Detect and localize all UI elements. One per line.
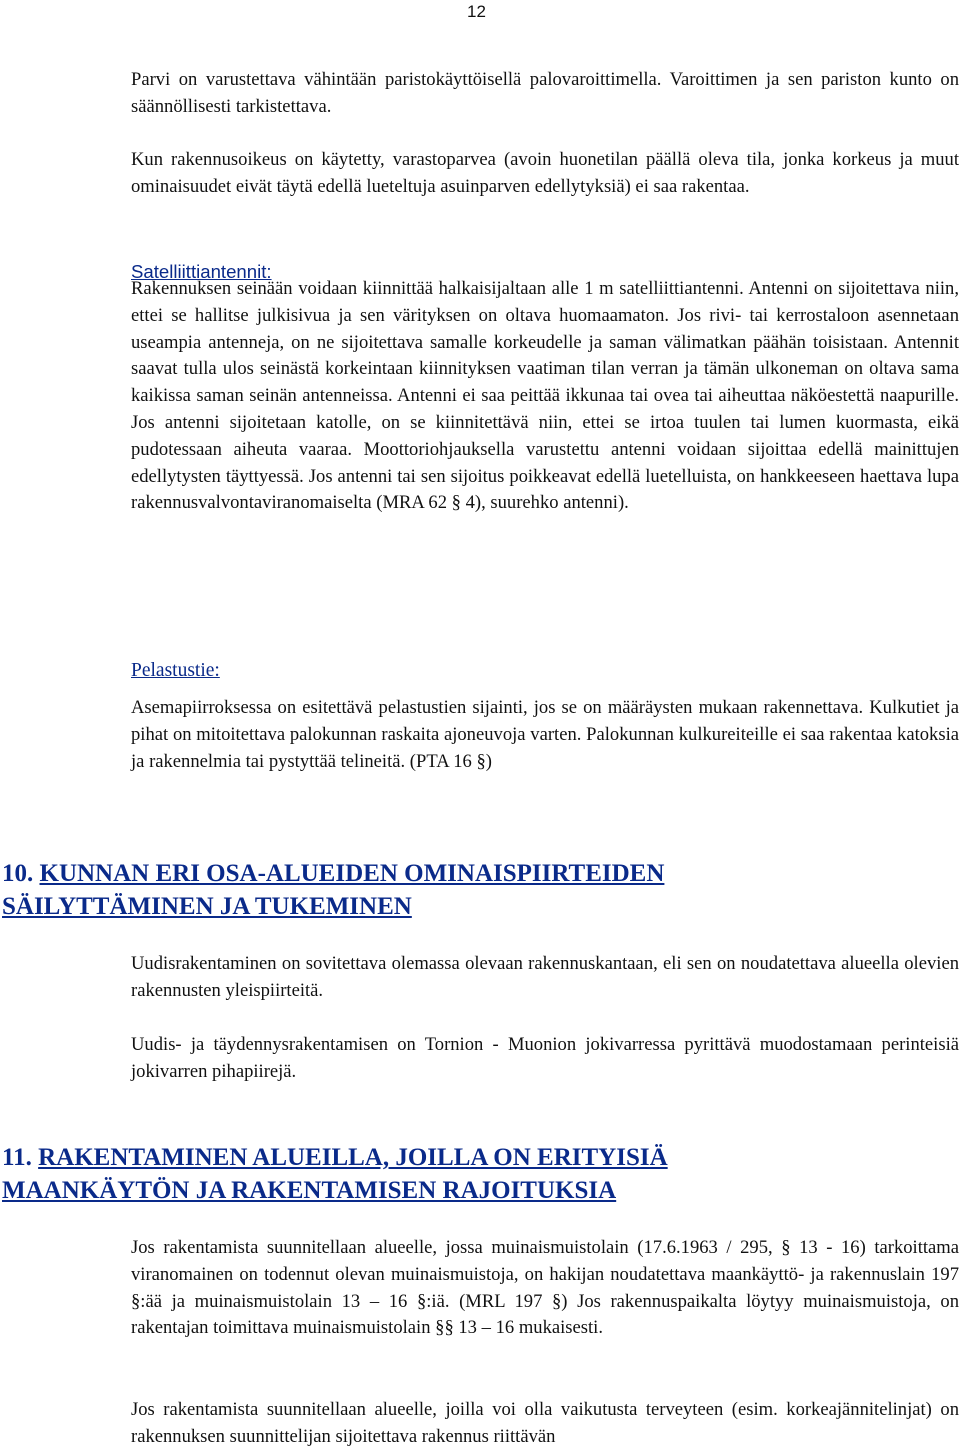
paragraph-section-11-antiquities: Jos rakentamista suunnitellaan alueelle, jossa muinaismuistolain (17.6.1963 / 295, § 13 - 16) tarkoittama viranomainen on todennut olevan muinaismuistoja, on hakijan noudatettava maankäyttö- ja rakennuslain 197 §:ää ja muinaismuistolain 13 – 16 §:iä. (MRL 197 §) Jos rakennuspaikalta löytyy muinaismuistoja, on rakentajan toimittava muinaismuistolain §§ 13 – 16 mukaisesti.: [131, 1237, 959, 1339]
paragraph-section-10-infill: Uudis- ja täydennysrakentamisen on Tornion - Muonion jokivarressa pyrittävä muodostamaan perinteisiä jokivarren pihapiirejä.: [131, 1034, 959, 1082]
page-number: 12: [467, 2, 486, 21]
heading-rescue-road: Pelastustie:: [131, 660, 220, 681]
paragraph-parvi-smoke-alarm: Parvi on varustettava vähintään paristokäyttöisellä palovaroittimella. Varoittimen ja sen pariston kunto on säännöllisesti tarkistettava.: [131, 69, 959, 117]
section-10-heading: [2, 858, 902, 923]
heading-satellite-antennas: Satelliittiantennit:: [131, 261, 272, 282]
section-10-title-line2: SÄILYTTÄMINEN JA TUKEMINEN: [2, 892, 412, 920]
paragraph-section-10-new-construction: Uudisrakentaminen on sovitettava olemassa olevaan rakennuskantaan, eli sen on noudatettava alueella olevien rakennusten yleispiirteitä.: [131, 953, 959, 1001]
section-11-title-line2: MAANKÄYTÖN JA RAKENTAMISEN RAJOITUKSIA: [2, 1176, 617, 1204]
section-11-title-line1: RAKENTAMINEN ALUEILLA, JOILLA ON ERITYISIÄ: [38, 1144, 668, 1171]
paragraph-satellite-antennas: Rakennuksen seinään voidaan kiinnittää halkaisijaltaan alle 1 m satelliittiantenni. Antenni on sijoitettava niin, ettei se hallitse julkisivua ja sen värityksen on oltava huomaamaton. Jos rivi- tai kerrostaloon asennetaan useampia antenneja, on ne sijoitettava samalle korkeudelle ja saman välimatkan päähän toisistaan. Antennit saavat tulla ulos seinästä korkeintaan kiinnityksen vaatiman tilan verran ja tämän ulkoneman on oltava sama kaikissa saman seinän antenneissa. Antenni ei saa peittää ikkunaa tai ovea tai aiheuttaa näköestettä naapurille. Jos antenni sijoitetaan katolle, on se kiinnitettävä niin, ettei se irtoa tuulen tai lumen kuormasta, eikä pudotessaan aiheuta vaaraa. Moottoriohjauksella varustettu antenni voidaan sijoittaa edellä mainittujen edellytysten täyttyessä. Jos antenni tai sen sijoitus poikkeavat edellä luetelluista, on hankkeeseen haettava lupa rakennusvalvontaviranomaiselta (MRA 62 § 4), suurehko antenni).: [131, 278, 959, 514]
paragraph-rescue-road: Asemapiirroksessa on esitettävä pelastustien sijainti, jos se on määräysten mukaan rakennettava. Kulkutiet ja pihat on mitoitettava palokunnan raskaita ajoneuvoja varten. Palokunnan kulkureiteille ei saa rakentaa katoksia ja rakennelmia tai pystyttää telineitä. (PTA 16 §): [131, 697, 959, 772]
section-10-title-line1: KUNNAN ERI OSA-ALUEIDEN OMINAISPIIRTEIDEN: [39, 860, 665, 887]
section-11-heading: [2, 1142, 902, 1207]
paragraph-storage-loft: Kun rakennusoikeus on käytetty, varastoparvea (avoin huonetilan päällä oleva tila, jonka korkeus ja muut ominaisuudet eivät täytä edellä lueteltuja asuinparven edellytyksiä) ei saa rakentaa.: [131, 149, 959, 197]
section-11-number: 11.: [2, 1144, 32, 1171]
paragraph-section-11-health: Jos rakentamista suunnitellaan alueelle, joilla voi olla vaikutusta terveyteen (esim. korkeajännitelinjat) on rakennuksen suunnittelijan sijoitettava rakennus riittävän: [131, 1399, 959, 1447]
section-10-number: 10.: [2, 860, 34, 887]
